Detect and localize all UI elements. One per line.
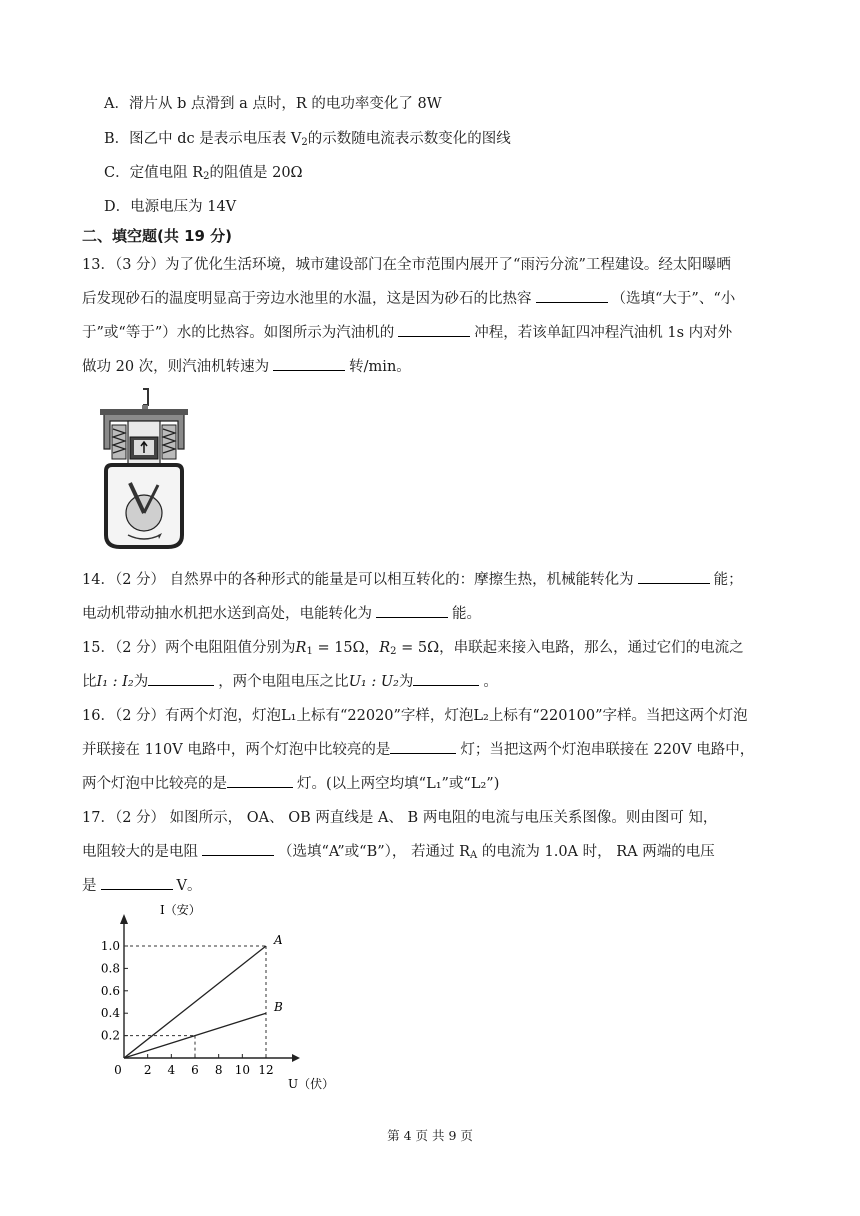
q16-line2 xyxy=(82,738,754,759)
q13-line2-text-end: （选填“大于”、“小 xyxy=(611,291,736,307)
q15-current-ratio: I₁ : I₂ xyxy=(96,674,134,690)
q15-r2: R xyxy=(379,640,391,656)
y-tick-label: 0.8 xyxy=(100,961,120,976)
q16-line1: 16．（2 分）有两个灯泡，灯泡L₁上标有“22020”字样，灯泡L₂上标有“220100”字样。当把这两个灯泡 xyxy=(82,708,748,724)
page-footer: 第 4 页 共 9 页 xyxy=(387,1128,473,1143)
q15-line2-text-b: 为 xyxy=(133,674,149,690)
q16-blank-1[interactable] xyxy=(390,752,456,754)
option-b-text: B．图乙中 dc 是表示电压表 V xyxy=(104,131,302,147)
q17-line2 xyxy=(82,840,715,861)
q13-blank-2[interactable] xyxy=(398,335,470,337)
option-d: D．电源电压为 14V xyxy=(104,199,237,215)
q17-line3-text-end: V。 xyxy=(176,878,202,894)
q16-line3 xyxy=(82,772,499,793)
q15-r1: R xyxy=(295,640,307,656)
q15-blank-2[interactable] xyxy=(413,684,479,686)
y-tick-label: 0.4 xyxy=(100,1006,120,1021)
q17-line2-text: 电阻较大的是电阻 xyxy=(82,844,198,860)
q13-line4-text-end: 转/min。 xyxy=(349,359,411,375)
q17-blank-2[interactable] xyxy=(101,888,173,890)
option-b xyxy=(104,127,511,148)
y-axis-label: I（安） xyxy=(160,903,201,917)
q15-r1-value: = 15Ω， xyxy=(312,640,380,656)
q13-line4-text: 做功 20 次，则汽油机转速为 xyxy=(82,359,270,375)
q15-line1 xyxy=(82,636,744,657)
y-axis-arrow xyxy=(120,914,128,924)
option-b-sub: 2 xyxy=(301,137,308,148)
q17-line2-text-b: （选填“A”或“B”）， 若通过 R xyxy=(278,844,471,860)
q15-line2-text-c: ，两个电阻电压之比 xyxy=(218,674,349,690)
q16-blank-2[interactable] xyxy=(227,786,293,788)
y-tick-label: 0.2 xyxy=(100,1028,120,1043)
q16-line2-text-end: 灯；当把这两个灯泡串联接在 220V 电路中， xyxy=(460,742,755,758)
series-line-b xyxy=(124,1013,266,1058)
q14-line1 xyxy=(82,568,743,589)
q14-line2 xyxy=(82,602,481,623)
q15-line2-text: 比 xyxy=(82,674,97,690)
chart-plot-area xyxy=(101,914,300,1077)
q15-r2-value: = 5Ω，串联起来接入电路，那么，通过它们的电流之 xyxy=(396,640,744,656)
x-tick-label: 12 xyxy=(258,1063,274,1077)
series-label-b: B xyxy=(274,1000,283,1015)
option-a: A．滑片从 b 点滑到 a 点时，R 的电功率变化了 8W xyxy=(104,96,442,112)
option-c-text: C．定值电阻 R xyxy=(104,165,204,181)
y-tick-label: 0.6 xyxy=(100,983,120,998)
x-tick-label: 2 xyxy=(143,1063,152,1077)
q16-line3-text: 两个灯泡中比较亮的是 xyxy=(82,776,227,792)
q15-r2-sub: 2 xyxy=(390,646,397,657)
q13-line3-text: 于”或“等于”）水的比热容。如图所示为汽油机的 xyxy=(82,325,395,341)
engine-diagram xyxy=(98,385,190,550)
q15-blank-1[interactable] xyxy=(148,684,214,686)
q13-blank-1[interactable] xyxy=(536,301,608,303)
series-line-a xyxy=(124,946,266,1058)
option-c-text-end: 的阻值是 20Ω xyxy=(209,165,303,181)
q15-voltage-ratio: U₁ : U₂ xyxy=(348,674,399,690)
q17-ra-sub: A xyxy=(470,850,478,861)
option-c xyxy=(104,161,303,182)
q16-line2-text: 并联接在 110V 电路中，两个灯泡中比较亮的是 xyxy=(82,742,391,758)
q15-line2-text-d: 为 xyxy=(398,674,414,690)
q13-blank-3[interactable] xyxy=(273,369,345,371)
q15-line1-text: 15．（2 分）两个电阻阻值分别为 xyxy=(82,640,296,656)
x-tick-label: 6 xyxy=(191,1063,199,1077)
q15-line2-text-e: 。 xyxy=(483,674,498,690)
q17-line2-text-end: 的电流为 1.0A 时， RA 两端的电压 xyxy=(477,844,715,860)
y-tick-label: 1.0 xyxy=(100,939,120,953)
q14-line1-text: 14．（2 分） 自然界中的各种形式的能量是可以相互转化的：摩擦生热，机械能转化为 xyxy=(82,572,634,588)
option-b-text-end: 的示数随电流表示数变化的图线 xyxy=(307,131,511,147)
option-c-sub: 2 xyxy=(203,171,210,182)
q14-blank-2[interactable] xyxy=(376,616,448,618)
x-axis-label: U（伏） xyxy=(288,1077,335,1091)
q13-line3 xyxy=(82,321,732,342)
q15-r1-sub: 1 xyxy=(306,646,313,657)
q15-line2 xyxy=(82,670,498,691)
series-label-a: A xyxy=(274,933,283,947)
iu-chart xyxy=(90,898,340,1093)
x-tick-label: 8 xyxy=(214,1063,223,1077)
q13-line2-text: 后发现砂石的温度明显高于旁边水池里的水温，这是因为砂石的比热容 xyxy=(82,291,532,307)
q17-line1: 17．（2 分） 如图所示， OA、 OB 两直线是 A、 B 两电阻的电流与电压关系图像。则由图可 知， xyxy=(82,810,718,826)
q13-line3-text-end: 冲程，若该单缸四冲程汽油机 1s 内对外 xyxy=(474,325,733,341)
x-tick-label: 10 xyxy=(234,1063,250,1077)
q13-line4 xyxy=(82,355,411,376)
q14-line1-text-end: 能； xyxy=(713,572,743,588)
q16-line3-text-end: 灯。(以上两空均填“L₁”或“L₂”) xyxy=(297,776,500,792)
q14-blank-1[interactable] xyxy=(638,582,710,584)
q17-line3-text: 是 xyxy=(82,878,97,894)
x-tick-label: 0 xyxy=(114,1063,122,1077)
q17-blank-1[interactable] xyxy=(202,854,274,856)
x-axis-arrow xyxy=(292,1054,300,1062)
q13-line1: 13．（3 分）为了优化生活环境，城市建设部门在全市范围内展开了“雨污分流”工程建设。经太阳曝晒 xyxy=(82,257,731,273)
q14-line2-text-end: 能。 xyxy=(452,606,481,622)
q13-line2 xyxy=(82,287,735,308)
q14-line2-text: 电动机带动抽水机把水送到高处，电能转化为 xyxy=(82,606,372,622)
x-tick-label: 4 xyxy=(167,1063,176,1077)
section-heading: 二、填空题(共 19 分) xyxy=(82,227,233,245)
q17-line3 xyxy=(82,874,201,895)
